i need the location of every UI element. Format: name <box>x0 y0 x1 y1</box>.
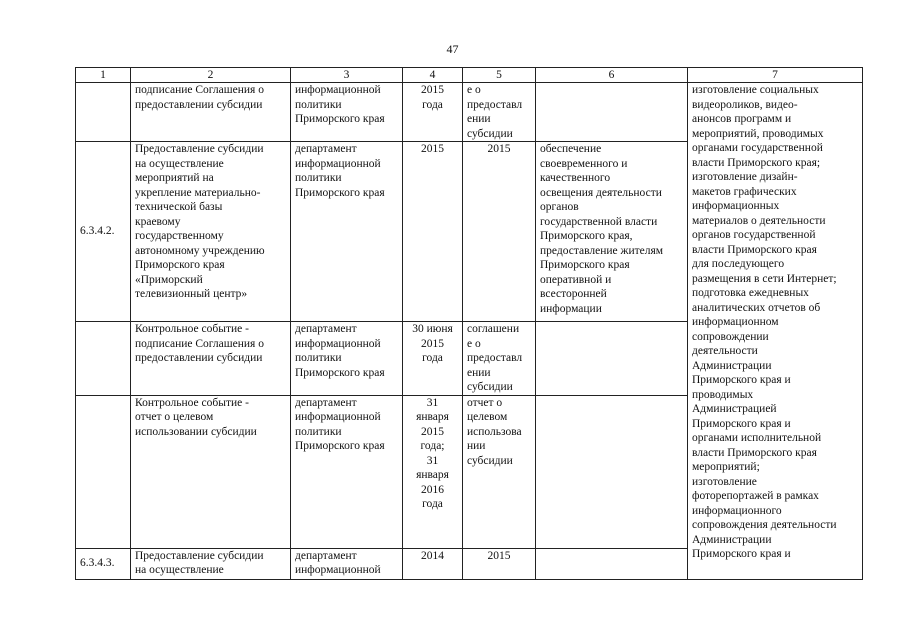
item-number <box>76 395 131 548</box>
header-cell: 6 <box>536 68 688 83</box>
event-name: Предоставление субсидии на осуществление мероприятий на укрепление материально- технической базы краевому государственному автономному учреждению Приморского края «Приморский телевизионный центр» <box>131 142 291 322</box>
end-date: е о предоставл ении субсидии <box>463 83 536 142</box>
event-name: Предоставление субсидии на осуществление <box>131 548 291 579</box>
result-description: изготовление социальных видеороликов, видео- анонсов программ и мероприятий, проводимых органами государственной власти Приморского края; изготовление дизайн- макетов графических информационных материалов о деятельности органов государственной власти Приморского края для последующего размещения в сети Интернет; подготовка ежедневных аналитических отчетов об информационном сопровождении деятельности Администрации Приморского края и проводимых Администрацией Приморского края и органами исполнительной власти Приморского края мероприятий; изготовление фоторепортажей в рамках информационного сопровождения деятельности Администрации Приморского края и <box>688 83 863 580</box>
page-number: 47 <box>446 42 459 56</box>
expected-result <box>536 83 688 142</box>
end-date: 2015 <box>463 548 536 579</box>
event-name: Контрольное событие - подписание Соглашения о предоставлении субсидии <box>131 322 291 396</box>
start-date: 2015 года <box>403 83 463 142</box>
header-cell: 1 <box>76 68 131 83</box>
start-date: 2015 <box>403 142 463 322</box>
item-number <box>76 83 131 142</box>
end-date: соглашени е о предоставл ении субсидии <box>463 322 536 396</box>
header-cell: 5 <box>463 68 536 83</box>
item-number: 6.3.4.3. <box>76 548 131 579</box>
program-table <box>75 67 863 580</box>
header-cell: 4 <box>403 68 463 83</box>
event-name: Контрольное событие - отчет о целевом использовании субсидии <box>131 395 291 548</box>
responsible: департамент информационной политики Приморского края <box>291 142 403 322</box>
header-cell: 3 <box>291 68 403 83</box>
header-cell: 2 <box>131 68 291 83</box>
expected-result <box>536 548 688 579</box>
start-date: 2014 <box>403 548 463 579</box>
start-date: 30 июня 2015 года <box>403 322 463 396</box>
start-date: 31 января 2015 года; 31 января 2016 года <box>403 395 463 548</box>
header-row <box>76 68 863 83</box>
header-cell: 7 <box>688 68 863 83</box>
responsible: департамент информационной политики Приморского края <box>291 395 403 548</box>
expected-result: обеспечение своевременного и качественного освещения деятельности органов государственной власти Приморского края, предоставление жителям Приморского края оперативной и всесторонней информации <box>536 142 688 322</box>
responsible: департамент информационной политики Приморского края <box>291 322 403 396</box>
responsible: информационной политики Приморского края <box>291 83 403 142</box>
item-number: 6.3.4.2. <box>76 142 131 322</box>
end-date: отчет о целевом использова нии субсидии <box>463 395 536 548</box>
table-row <box>76 83 863 142</box>
event-name: подписание Соглашения о предоставлении субсидии <box>131 83 291 142</box>
item-number <box>76 322 131 396</box>
responsible: департамент информационной <box>291 548 403 579</box>
end-date: 2015 <box>463 142 536 322</box>
expected-result <box>536 322 688 396</box>
expected-result <box>536 395 688 548</box>
